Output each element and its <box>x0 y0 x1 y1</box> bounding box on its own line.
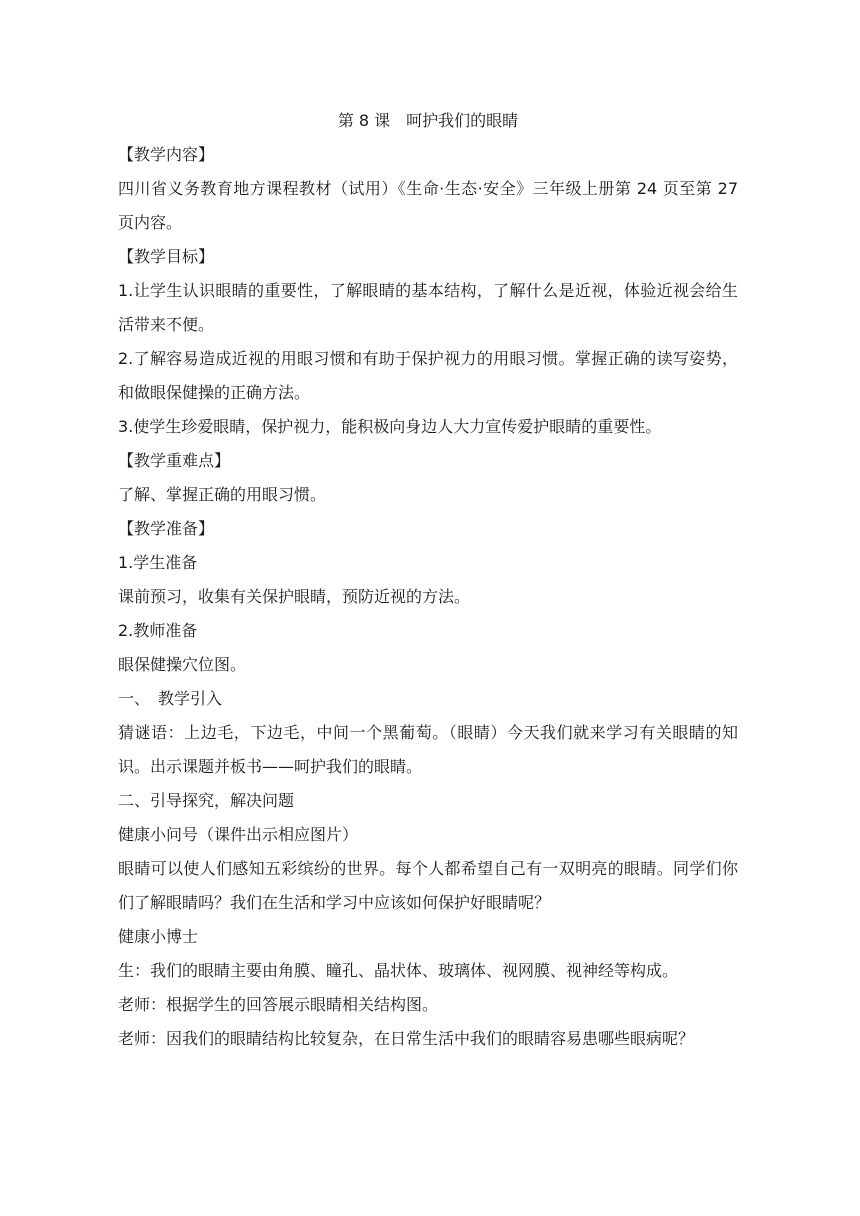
health-question-title: 健康小问号（课件出示相应图片） <box>118 825 359 844</box>
health-question-text: 眼睛可以使人们感知五彩缤纷的世界。每个人都希望自己有一双明亮的眼睛。同学们你们了解眼睛吗？我们在生活和学习中应该如何保护好眼睛呢？ <box>118 859 738 912</box>
goal-item: 1.让学生认识眼睛的重要性，了解眼睛的基本结构，了解什么是近视，体验近视会给生活带来不便。 <box>118 281 738 334</box>
teacher-line: 老师：根据学生的回答展示眼睛相关结构图。 <box>118 995 439 1014</box>
goal-item: 3.使学生珍爱眼睛，保护视力，能积极向身边人大力宣传爱护眼睛的重要性。 <box>118 417 662 436</box>
heading-key-points: 【教学重难点】 <box>118 451 231 470</box>
section-intro-title: 一、 教学引入 <box>118 689 223 708</box>
heading-teaching-content: 【教学内容】 <box>118 145 215 164</box>
teacher-prep-text: 眼保健操穴位图。 <box>118 655 247 674</box>
heading-teaching-goals: 【教学目标】 <box>118 247 215 266</box>
goal-item: 2.了解容易造成近视的用眼习惯和有助于保护视力的用眼习惯。掌握正确的读写姿势，和做眼保健操的正确方法。 <box>118 349 738 402</box>
teaching-content-text: 四川省义务教育地方课程教材（试用）《生命·生态·安全》三年级上册第 24 页至第 27 页内容。 <box>118 179 738 232</box>
lesson-title: 第 8 课 呵护我们的眼睛 <box>337 111 519 130</box>
student-prep-text: 课前预习，收集有关保护眼睛，预防近视的方法。 <box>118 587 471 606</box>
health-doctor-title: 健康小博士 <box>118 927 199 946</box>
teacher-line: 老师：因我们的眼睛结构比较复杂，在日常生活中我们的眼睛容易患哪些眼病呢？ <box>118 1029 695 1048</box>
teacher-prep-title: 2.教师准备 <box>118 621 198 640</box>
section-explore-title: 二、引导探究，解决问题 <box>118 791 295 810</box>
student-prep-title: 1.学生准备 <box>118 553 198 572</box>
section-intro-text: 猜谜语：上边毛，下边毛，中间一个黑葡萄。（眼睛）今天我们就来学习有关眼睛的知识。出示课题并板书——呵护我们的眼睛。 <box>118 723 738 776</box>
key-points-text: 了解、掌握正确的用眼习惯。 <box>118 485 327 504</box>
student-answer: 生：我们的眼睛主要由角膜、瞳孔、晶状体、玻璃体、视网膜、视神经等构成。 <box>118 961 679 980</box>
heading-preparation: 【教学准备】 <box>118 519 215 538</box>
document-page <box>118 104 738 1056</box>
